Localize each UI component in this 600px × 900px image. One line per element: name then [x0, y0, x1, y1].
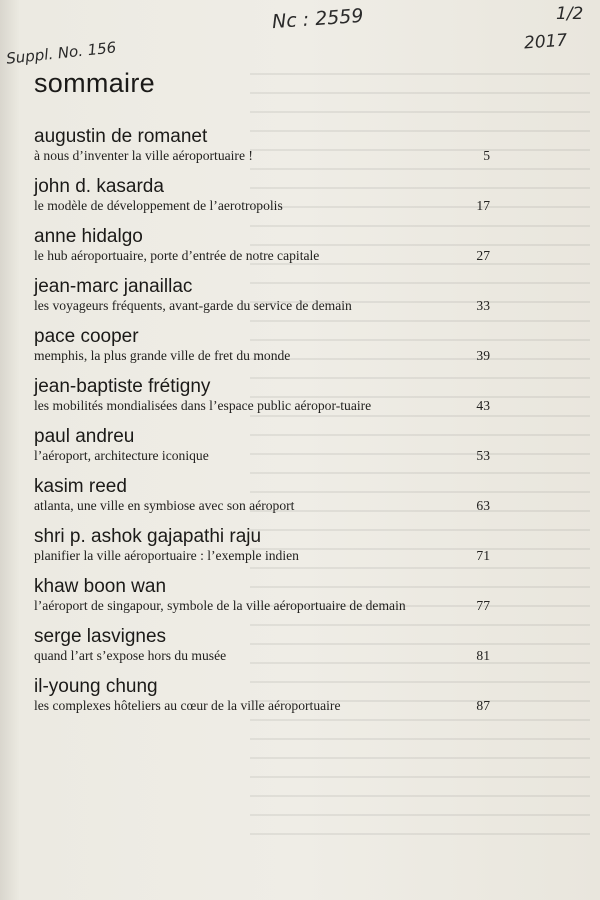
- entry-page-number: 71: [476, 548, 490, 563]
- entry-page-number: 33: [476, 298, 490, 313]
- toc-entry: [34, 526, 494, 564]
- entry-page-number: 81: [476, 648, 490, 663]
- entry-page-number: 87: [476, 698, 490, 713]
- entry-title: l’aéroport, architecture iconique: [34, 448, 209, 463]
- entry-title: les mobilités mondialisées dans l’espace public aéropor-tuaire: [34, 398, 372, 413]
- entry-title: memphis, la plus grande ville de fret du monde: [34, 348, 291, 363]
- toc-entry: [34, 326, 494, 364]
- entry-title: le hub aéroportuaire, porte d’entrée de notre capitale: [34, 248, 320, 263]
- handwritten-supplement-note: Suppl. No. 156: [5, 38, 117, 68]
- entry-page-number: 43: [476, 398, 490, 413]
- toc-entry: [34, 376, 494, 414]
- entry-author: serge lasvignes: [34, 626, 167, 647]
- entry-author: kasim reed: [34, 476, 127, 497]
- entry-title: les voyageurs fréquents, avant-garde du service de demain: [34, 298, 352, 313]
- toc-entry: [34, 426, 494, 464]
- toc-entry: [34, 576, 494, 614]
- entry-title: le modèle de développement de l’aerotropolis: [34, 198, 283, 213]
- entry-author: khaw boon wan: [34, 576, 167, 597]
- entry-author: shri p. ashok gajapathi raju: [34, 526, 262, 547]
- toc-entry: [34, 276, 494, 314]
- entry-author: john d. kasarda: [34, 176, 164, 197]
- entry-title: quand l’art s’expose hors du musée: [34, 648, 227, 663]
- entry-author: paul andreu: [34, 426, 135, 447]
- entry-title: à nous d’inventer la ville aéroportuaire !: [34, 148, 253, 163]
- entry-title: atlanta, une ville en symbiose avec son aéroport: [34, 498, 295, 513]
- entry-author: pace cooper: [34, 326, 139, 347]
- entry-page-number: 77: [476, 598, 490, 613]
- toc-entry: [34, 676, 494, 714]
- entry-page-number: 5: [483, 148, 490, 163]
- toc-entry: [34, 226, 494, 264]
- entry-title: planifier la ville aéroportuaire : l’exemple indien: [34, 548, 299, 563]
- page-title: sommaire: [34, 68, 155, 98]
- toc-entry: [34, 476, 494, 514]
- toc-entry: [34, 126, 494, 164]
- entry-page-number: 39: [476, 348, 490, 363]
- entry-author: augustin de romanet: [34, 126, 208, 147]
- handwritten-year: 2017: [523, 30, 568, 54]
- entry-author: anne hidalgo: [34, 226, 143, 247]
- entry-title: l’aéroport de singapour, symbole de la ville aéroportuaire de demain: [34, 598, 406, 613]
- handwritten-part-number: 1/2: [556, 4, 584, 24]
- entry-page-number: 53: [476, 448, 490, 463]
- entry-title: les complexes hôteliers au cœur de la ville aéroportuaire: [34, 698, 341, 713]
- entry-page-number: 63: [476, 498, 490, 513]
- toc-entry: [34, 626, 494, 664]
- entry-page-number: 27: [476, 248, 490, 263]
- entry-author: jean-baptiste frétigny: [34, 376, 211, 397]
- entry-page-number: 17: [476, 198, 490, 213]
- entry-author: il-young chung: [34, 676, 158, 697]
- toc-entry: [34, 176, 494, 214]
- handwritten-catalog-number: Nc : 2559: [271, 4, 365, 34]
- table-of-contents: [34, 126, 494, 726]
- entry-author: jean-marc janaillac: [34, 276, 193, 297]
